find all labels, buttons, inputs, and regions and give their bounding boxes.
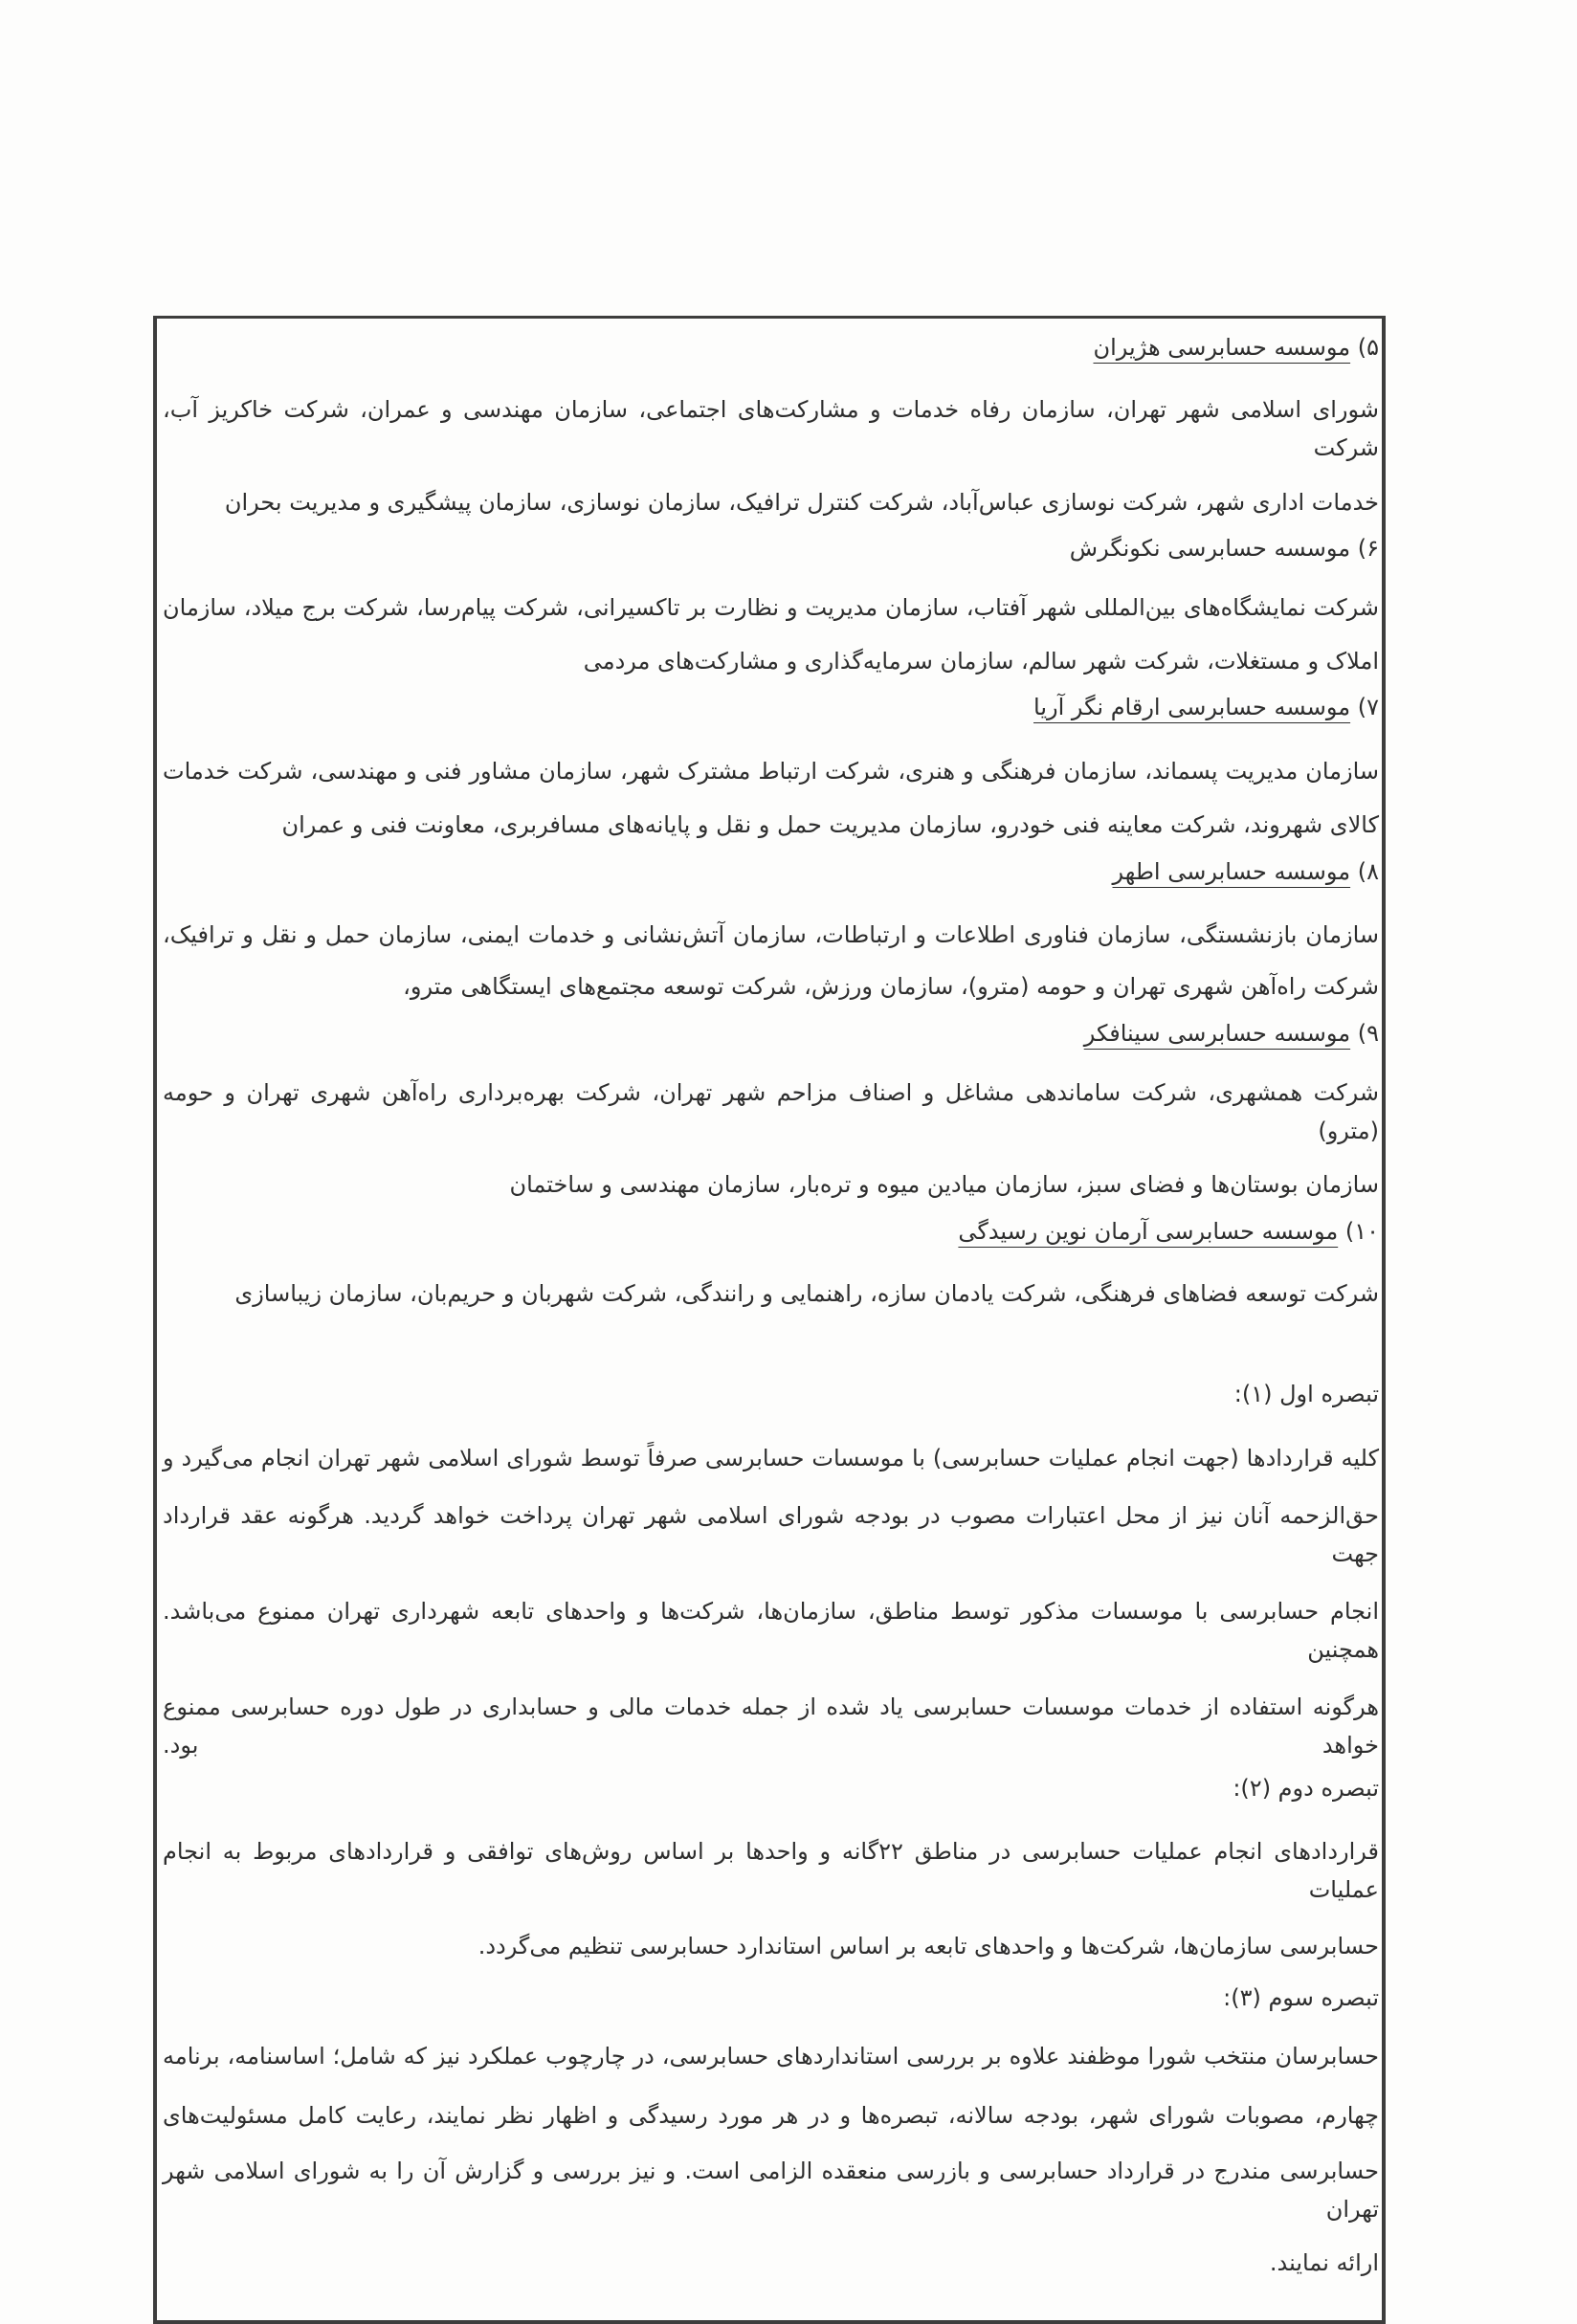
section-number: ۵) — [1357, 334, 1379, 361]
section-heading — [163, 852, 1379, 891]
section-line: کالای شهروند، شرکت معاینه فنی خودرو، سازمان مدیریت حمل و نقل و پایانه‌های مسافربری، معاونت فنی و عمران — [281, 811, 1379, 838]
section-title: موسسه حسابرسی آرمان نوین رسیدگی — [958, 1218, 1339, 1245]
section-heading — [163, 1212, 1379, 1251]
document-border — [153, 316, 1386, 2324]
section-number: ۷) — [1357, 694, 1379, 720]
note-line: حسابرسی مندرج در قرارداد حسابرسی و بازرسی منعقده الزامی است. و نیز بررسی و گزارش آن را به شورای اسلامی شهر تهران — [163, 2158, 1379, 2223]
section-heading — [163, 328, 1379, 366]
note-title: تبصره اول (۱): — [1233, 1381, 1379, 1407]
section-line: املاک و مستغلات، شرکت شهر سالم، سازمان سرمایه‌گذاری و مشارکت‌های مردمی — [583, 648, 1379, 675]
section-title: موسسه حسابرسی نکونگرش — [1069, 535, 1351, 562]
section-number: ۶) — [1357, 535, 1379, 562]
note-line: ارائه نمایند. — [1269, 2249, 1379, 2276]
section-number: ۱۰) — [1344, 1218, 1379, 1245]
note-line: قراردادهای انجام عملیات حسابرسی در مناطق ۲۲گانه و واحدها بر اساس روش‌های توافقی و قراردادهای مربوط به انجام عملیات — [163, 1838, 1379, 1903]
section-title: موسسه حسابرسی هژیران — [1093, 334, 1351, 361]
note-line: کلیه قراردادها (جهت انجام عملیات حسابرسی) با موسسات حسابرسی صرفاً توسط شورای اسلامی شهر تهران انجام می‌گیرد و — [163, 1445, 1379, 1472]
note-line: حق‌الزحمه آنان نیز از محل اعتبارات مصوب در بودجه شورای اسلامی شهر تهران پرداخت خواهد گردید. هرگونه عقد قرارداد جهت — [163, 1502, 1379, 1567]
note-line: انجام حسابرسی با موسسات مذکور توسط مناطق، سازمان‌ها، شرکت‌ها و واحدهای تابعه شهرداری تهران ممنوع می‌باشد. همچنین — [163, 1598, 1379, 1663]
section-title: موسسه حسابرسی ارقام نگر آریا — [1033, 694, 1351, 720]
note-line: حسابرسان منتخب شورا موظفند علاوه بر بررسی استانداردهای حسابرسی، در چارچوب عملکرد نیز که شامل؛ اساسنامه، برنامه — [163, 2043, 1379, 2069]
note-line: حسابرسی سازمان‌ها، شرکت‌ها و واحدهای تابعه بر اساس استاندارد حسابرسی تنظیم می‌گردد. — [478, 1933, 1379, 1959]
section-line: سازمان بوستان‌ها و فضای سبز، سازمان میادین میوه و تره‌بار، سازمان مهندسی و ساختمان — [509, 1171, 1379, 1198]
section-line: شرکت نمایشگاه‌های بین‌المللی شهر آفتاب، سازمان مدیریت و نظارت بر تاکسیرانی، شرکت پیام‌رسا، شرکت برج میلاد، سازمان — [163, 594, 1379, 621]
section-number: ۹) — [1357, 1020, 1379, 1047]
section-heading — [163, 688, 1379, 726]
note-title: تبصره سوم (۳): — [1223, 1984, 1379, 2011]
section-number: ۸) — [1357, 858, 1379, 885]
note-title: تبصره دوم (۲): — [1233, 1775, 1379, 1802]
section-line: شرکت توسعه فضاهای فرهنگی، شرکت یادمان سازه، راهنمایی و رانندگی، شرکت شهربان و حریم‌بان، سازمان زیباسازی — [234, 1280, 1379, 1307]
section-line: سازمان بازنشستگی، سازمان فناوری اطلاعات و ارتباطات، سازمان آتش‌نشانی و خدمات ایمنی، سازمان حمل و نقل و ترافیک، — [163, 921, 1379, 948]
section-line: شورای اسلامی شهر تهران، سازمان رفاه خدمات و مشارکت‌های اجتماعی، سازمان مهندسی و عمران، شرکت خاکریز آب، شرکت — [163, 396, 1379, 461]
section-title: موسسه حسابرسی اطهر — [1112, 858, 1351, 885]
section-heading — [163, 1014, 1379, 1052]
section-line: خدمات اداری شهر، شرکت نوسازی عباس‌آباد، شرکت کنترل ترافیک، سازمان نوسازی، سازمان پیشگیری و مدیریت بحران — [224, 489, 1379, 516]
section-line: شرکت همشهری، شرکت ساماندهی مشاغل و اصناف مزاحم شهر تهران، شرکت بهره‌برداری راه‌آهن شهری تهران و حومه (مترو) — [163, 1079, 1379, 1144]
note-line: چهارم، مصوبات شورای شهر، بودجه سالانه، تبصره‌ها و در هر مورد رسیدگی و اظهار نظر نمایند، رعایت کامل مسئولیت‌های — [163, 2102, 1379, 2129]
section-heading — [163, 529, 1379, 567]
section-line: شرکت راه‌آهن شهری تهران و حومه (مترو)، سازمان ورزش، شرکت توسعه مجتمع‌های ایستگاهی مترو، — [403, 973, 1379, 1000]
note-line: هرگونه استفاده از خدمات موسسات حسابرسی یاد شده از جمله خدمات مالی و حسابداری در طول دوره حسابرسی ممنوع خواهد بود. — [163, 1693, 1379, 1759]
section-line: سازمان مدیریت پسماند، سازمان فرهنگی و هنری، شرکت ارتباط مشترک شهر، سازمان مشاور فنی و مهندسی، شرکت خدمات — [163, 758, 1379, 785]
section-title: موسسه حسابرسی سینافکر — [1083, 1020, 1351, 1047]
